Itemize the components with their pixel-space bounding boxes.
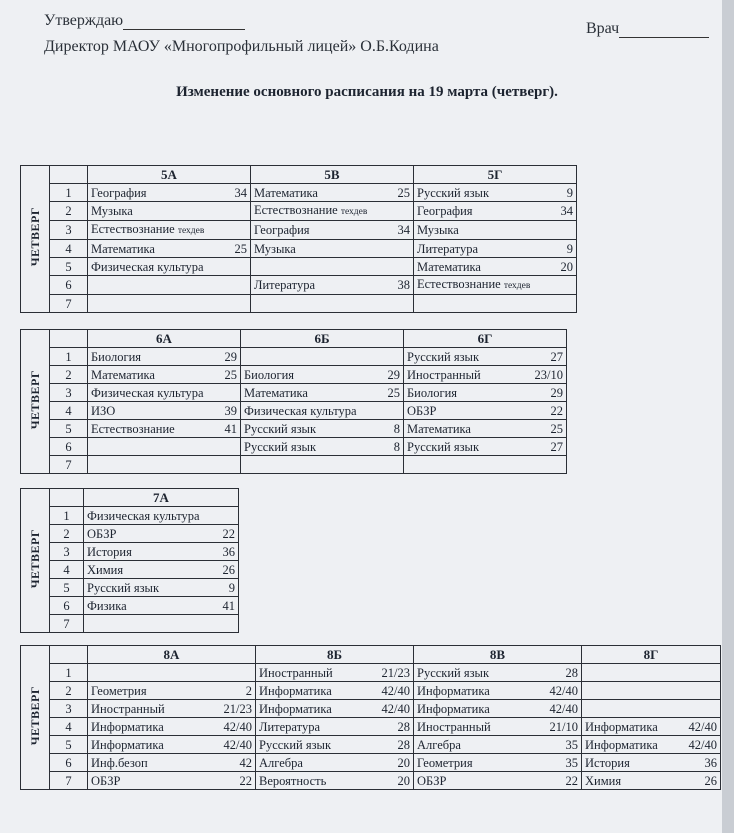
subject: ИЗО — [91, 403, 116, 418]
lesson-cell — [404, 420, 567, 438]
room-number: 34 — [234, 185, 247, 200]
page-edge — [722, 0, 734, 833]
room-number: 8 — [393, 439, 400, 454]
lesson-cell — [256, 718, 414, 736]
lesson-cell — [84, 561, 239, 579]
subject: Информатика — [259, 701, 332, 716]
room-number: 36 — [704, 755, 717, 770]
schedule-table-7 — [20, 488, 239, 633]
lesson-number: 6 — [50, 597, 84, 615]
subject: Литература — [259, 719, 320, 734]
subject: Иностранный — [417, 719, 491, 734]
room-number: 26 — [222, 562, 235, 577]
day-label-text: ЧЕТВЕРГ — [28, 369, 42, 430]
subject: Математика — [417, 259, 481, 274]
room-number: 22 — [550, 403, 563, 418]
room-number: 42/40 — [381, 701, 410, 716]
subject: Алгебра — [417, 737, 461, 752]
subject: Литература — [254, 278, 315, 292]
lesson-row — [21, 202, 577, 221]
subject: Иностранный — [259, 665, 333, 680]
lesson-cell — [241, 384, 404, 402]
class-header: 7А — [84, 489, 239, 507]
schedule-table-8 — [20, 645, 721, 790]
subject: Геометрия — [417, 755, 473, 770]
subject: Информатика — [259, 683, 332, 698]
class-header: 5А — [88, 166, 251, 184]
room-number: 35 — [565, 737, 578, 752]
lesson-row — [21, 456, 567, 474]
subject: Информатика — [585, 737, 658, 752]
subject: Естествознание — [417, 277, 501, 291]
lesson-cell — [251, 258, 414, 276]
lesson-row — [21, 736, 721, 754]
class-header: 5Г — [414, 166, 577, 184]
subject: Естествознание — [91, 222, 175, 236]
room-number: 29 — [550, 385, 563, 400]
lesson-cell — [414, 184, 577, 202]
lesson-number: 5 — [50, 420, 88, 438]
lesson-cell — [582, 700, 721, 718]
lesson-row — [21, 579, 239, 597]
subject: Музыка — [417, 223, 459, 237]
lesson-row — [21, 276, 577, 295]
room-number: 29 — [224, 349, 237, 364]
room-number: 42/40 — [549, 701, 578, 716]
day-label — [21, 330, 50, 474]
lesson-row — [21, 682, 721, 700]
subject: Биология — [91, 349, 142, 364]
room-number: 20 — [397, 773, 410, 788]
lesson-number: 2 — [50, 525, 84, 543]
lesson-row — [21, 615, 239, 633]
room-number: 42/40 — [223, 719, 252, 734]
lesson-cell — [84, 543, 239, 561]
lesson-row — [21, 420, 567, 438]
room-number: 25 — [234, 241, 247, 256]
room-number: 22 — [565, 773, 578, 788]
lesson-number: 4 — [50, 240, 88, 258]
lesson-number: 5 — [50, 736, 88, 754]
header-blank-cell — [50, 330, 88, 348]
subject: Русский язык — [87, 580, 160, 595]
lesson-cell — [582, 718, 721, 736]
class-header: 8Г — [582, 646, 721, 664]
subject: Естествознание — [91, 421, 175, 436]
subject: ОБЗР — [91, 773, 121, 788]
lesson-cell — [88, 348, 241, 366]
lesson-number: 1 — [50, 507, 84, 525]
lesson-cell — [251, 202, 414, 221]
room-number: 25 — [224, 367, 237, 382]
room-number: 28 — [565, 665, 578, 680]
subject: Музыка — [254, 241, 296, 256]
lesson-cell — [414, 258, 577, 276]
subject: Математика — [244, 385, 308, 400]
lesson-number: 3 — [50, 543, 84, 561]
subject: История — [585, 755, 630, 770]
room-number: 8 — [393, 421, 400, 436]
subject: ОБЗР — [87, 526, 117, 541]
lesson-cell — [88, 295, 251, 313]
lesson-cell — [256, 664, 414, 682]
subject: История — [87, 544, 132, 559]
class-header-row — [21, 330, 567, 348]
lesson-cell — [582, 664, 721, 682]
lesson-number: 4 — [50, 402, 88, 420]
lesson-cell — [251, 295, 414, 313]
lesson-cell — [414, 276, 577, 295]
room-number: 42/40 — [223, 737, 252, 752]
subject-note: техдев — [340, 207, 368, 217]
schedule-table-6 — [20, 329, 567, 474]
lesson-row — [21, 184, 577, 202]
lesson-cell — [88, 384, 241, 402]
subject: ОБЗР — [417, 773, 447, 788]
lesson-cell — [84, 507, 239, 525]
day-label — [21, 166, 50, 313]
subject: Геометрия — [91, 683, 147, 698]
lesson-row — [21, 348, 567, 366]
lesson-cell — [256, 736, 414, 754]
lesson-cell — [88, 700, 256, 718]
lesson-number: 3 — [50, 700, 88, 718]
subject: Русский язык — [244, 421, 317, 436]
lesson-number: 2 — [50, 366, 88, 384]
subject: Русский язык — [417, 185, 490, 200]
room-number: 9 — [566, 241, 573, 256]
lesson-cell — [582, 682, 721, 700]
subject: Химия — [87, 562, 124, 577]
lesson-cell — [241, 348, 404, 366]
room-number: 23/10 — [534, 367, 563, 382]
doctor-signature-line — [619, 37, 709, 38]
room-number: 42/40 — [549, 683, 578, 698]
class-header: 6Г — [404, 330, 567, 348]
lesson-cell — [88, 402, 241, 420]
lesson-number: 3 — [50, 384, 88, 402]
room-number: 29 — [387, 367, 400, 382]
lesson-cell — [88, 754, 256, 772]
lesson-cell — [404, 348, 567, 366]
lesson-row — [21, 438, 567, 456]
lesson-number: 3 — [50, 221, 88, 240]
lesson-number: 7 — [50, 456, 88, 474]
lesson-row — [21, 597, 239, 615]
lesson-cell — [256, 700, 414, 718]
lesson-number: 7 — [50, 295, 88, 313]
lesson-cell — [84, 525, 239, 543]
class-header: 6А — [88, 330, 241, 348]
room-number: 34 — [560, 204, 573, 218]
lesson-row — [21, 366, 567, 384]
subject: Информатика — [585, 719, 658, 734]
lesson-number: 5 — [50, 579, 84, 597]
lesson-cell — [414, 718, 582, 736]
subject: Физика — [87, 598, 127, 613]
room-number: 41 — [224, 421, 237, 436]
lesson-cell — [88, 664, 256, 682]
lesson-row — [21, 754, 721, 772]
subject: География — [417, 204, 473, 218]
page-title: Изменение основного расписания на 19 марта (четверг). — [176, 84, 558, 100]
lesson-row — [21, 700, 721, 718]
lesson-row — [21, 240, 577, 258]
lesson-cell — [84, 615, 239, 633]
lesson-cell — [404, 438, 567, 456]
lesson-row — [21, 384, 567, 402]
lesson-cell — [404, 402, 567, 420]
lesson-number: 4 — [50, 561, 84, 579]
subject: Естествознание — [254, 203, 338, 217]
day-label-text: ЧЕТВЕРГ — [28, 207, 42, 267]
room-number: 42/40 — [688, 737, 717, 752]
doctor-line — [586, 20, 709, 38]
class-header-row — [21, 646, 721, 664]
room-number: 34 — [397, 223, 410, 237]
lesson-row — [21, 718, 721, 736]
lesson-cell — [88, 456, 241, 474]
subject: Математика — [254, 185, 318, 200]
lesson-row — [21, 772, 721, 790]
lesson-row — [21, 258, 577, 276]
lesson-number: 4 — [50, 718, 88, 736]
lesson-cell — [414, 295, 577, 313]
lesson-cell — [88, 420, 241, 438]
lesson-cell — [414, 240, 577, 258]
room-number: 27 — [550, 349, 563, 364]
lesson-cell — [251, 221, 414, 240]
doctor-label: Врач — [586, 20, 620, 37]
room-number: 42/40 — [381, 683, 410, 698]
lesson-cell — [414, 221, 577, 240]
subject: Информатика — [91, 719, 164, 734]
header-blank-cell — [50, 489, 84, 507]
room-number: 2 — [245, 683, 252, 698]
subject: Биология — [244, 367, 295, 382]
room-number: 22 — [222, 526, 235, 541]
lesson-cell — [88, 221, 251, 240]
lesson-number: 6 — [50, 276, 88, 295]
class-header: 6Б — [241, 330, 404, 348]
lesson-cell — [414, 202, 577, 221]
lesson-cell — [88, 258, 251, 276]
lesson-cell — [251, 276, 414, 295]
lesson-cell — [582, 754, 721, 772]
lesson-cell — [582, 772, 721, 790]
class-header-row — [21, 489, 239, 507]
subject: Математика — [91, 241, 155, 256]
day-label — [21, 646, 50, 790]
class-header: 8В — [414, 646, 582, 664]
lesson-cell — [84, 579, 239, 597]
subject: Иностранный — [407, 367, 481, 382]
room-number: 26 — [704, 773, 717, 788]
room-number: 21/23 — [223, 701, 252, 716]
room-number: 20 — [397, 755, 410, 770]
lesson-cell — [251, 184, 414, 202]
lesson-number: 1 — [50, 348, 88, 366]
subject: Русский язык — [407, 439, 480, 454]
day-label-text: ЧЕТВЕРГ — [28, 685, 42, 746]
room-number: 20 — [560, 259, 573, 274]
lesson-cell — [88, 772, 256, 790]
class-header: 8А — [88, 646, 256, 664]
subject: Физическая культура — [87, 508, 200, 523]
lesson-cell — [414, 736, 582, 754]
subject: Иностранный — [91, 701, 165, 716]
subject: Алгебра — [259, 755, 303, 770]
room-number: 27 — [550, 439, 563, 454]
subject: Физическая культура — [91, 385, 204, 400]
lesson-cell — [256, 754, 414, 772]
lesson-cell — [414, 664, 582, 682]
lesson-row — [21, 561, 239, 579]
subject-note: техдев — [177, 226, 205, 236]
lesson-cell — [241, 438, 404, 456]
subject: ОБЗР — [407, 403, 437, 418]
approve-line — [44, 12, 245, 30]
lesson-row — [21, 543, 239, 561]
lesson-cell — [256, 682, 414, 700]
subject: Физическая культура — [91, 259, 204, 274]
lesson-number: 5 — [50, 258, 88, 276]
lesson-cell — [241, 366, 404, 384]
lesson-number: 2 — [50, 202, 88, 221]
lesson-number: 1 — [50, 184, 88, 202]
lesson-cell — [88, 438, 241, 456]
lesson-number: 2 — [50, 682, 88, 700]
lesson-row — [21, 221, 577, 240]
subject: Физическая культура — [244, 403, 357, 418]
room-number: 28 — [397, 719, 410, 734]
lesson-cell — [241, 402, 404, 420]
room-number: 42/40 — [688, 719, 717, 734]
lesson-cell — [251, 240, 414, 258]
lesson-cell — [88, 276, 251, 295]
lesson-row — [21, 295, 577, 313]
day-label — [21, 489, 50, 633]
lesson-cell — [241, 420, 404, 438]
lesson-number: 1 — [50, 664, 88, 682]
lesson-cell — [582, 736, 721, 754]
class-header-row — [21, 166, 577, 184]
subject: Биология — [407, 385, 458, 400]
room-number: 9 — [566, 185, 573, 200]
room-number: 39 — [224, 403, 237, 418]
lesson-cell — [88, 366, 241, 384]
room-number: 25 — [397, 185, 410, 200]
room-number: 38 — [397, 278, 410, 292]
lesson-cell — [88, 736, 256, 754]
lesson-number: 6 — [50, 754, 88, 772]
subject: Русский язык — [417, 665, 490, 680]
room-number: 21/10 — [549, 719, 578, 734]
subject: Русский язык — [407, 349, 480, 364]
room-number: 28 — [397, 737, 410, 752]
lesson-cell — [84, 597, 239, 615]
subject: Информатика — [417, 701, 490, 716]
approve-signature-line — [123, 29, 245, 30]
subject: География — [91, 185, 147, 200]
lesson-cell — [88, 240, 251, 258]
lesson-number: 6 — [50, 438, 88, 456]
room-number: 36 — [222, 544, 235, 559]
lesson-cell — [404, 384, 567, 402]
lesson-cell — [404, 366, 567, 384]
lesson-number: 7 — [50, 772, 88, 790]
class-header: 8Б — [256, 646, 414, 664]
room-number: 41 — [222, 598, 235, 613]
subject: Русский язык — [259, 737, 332, 752]
subject: Русский язык — [244, 439, 317, 454]
room-number: 42 — [239, 755, 252, 770]
lesson-cell — [88, 718, 256, 736]
lesson-row — [21, 402, 567, 420]
subject: Математика — [91, 367, 155, 382]
class-header: 5В — [251, 166, 414, 184]
approve-label: Утверждаю — [44, 12, 124, 29]
day-label-text: ЧЕТВЕРГ — [28, 528, 42, 589]
lesson-cell — [88, 202, 251, 221]
room-number: 35 — [565, 755, 578, 770]
lesson-cell — [241, 456, 404, 474]
director-line: Директор МАОУ «Многопрофильный лицей» О.Б.Кодина — [44, 38, 439, 55]
subject: Химия — [585, 773, 622, 788]
lesson-cell — [256, 772, 414, 790]
subject: Литература — [417, 241, 478, 256]
room-number: 21/23 — [381, 665, 410, 680]
subject: Информатика — [91, 737, 164, 752]
room-number: 25 — [550, 421, 563, 436]
lesson-cell — [414, 682, 582, 700]
lesson-cell — [404, 456, 567, 474]
lesson-cell — [414, 754, 582, 772]
schedule-table-5 — [20, 165, 577, 313]
lesson-cell — [414, 700, 582, 718]
lesson-cell — [88, 184, 251, 202]
subject: Информатика — [417, 683, 490, 698]
header-blank-cell — [50, 166, 88, 184]
subject: Математика — [407, 421, 471, 436]
lesson-row — [21, 664, 721, 682]
subject: Инф.безоп — [91, 755, 148, 770]
lesson-row — [21, 507, 239, 525]
lesson-row — [21, 525, 239, 543]
lesson-cell — [414, 772, 582, 790]
lesson-cell — [88, 682, 256, 700]
room-number: 25 — [387, 385, 400, 400]
header-blank-cell — [50, 646, 88, 664]
room-number: 22 — [239, 773, 252, 788]
room-number: 9 — [228, 580, 235, 595]
subject-note: техдев — [503, 281, 531, 291]
lesson-number: 7 — [50, 615, 84, 633]
subject: Музыка — [91, 204, 133, 218]
subject: Вероятность — [259, 773, 327, 788]
subject: География — [254, 223, 310, 237]
